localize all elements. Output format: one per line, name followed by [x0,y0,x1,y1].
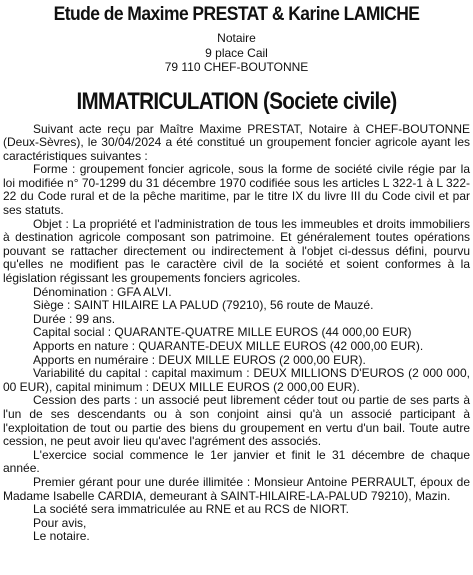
paragraph-immatriculation: La société sera immatriculée au RNE et au RCS de NIORT. [33,502,349,517]
paragraph-gerant: Premier gérant pour une durée illimitée : Monsieur Antoine PERRAULT, époux de Madame Isabelle CARDIA, demeurant à SAINT-HILAIRE-LA-PALUD 79210), Mazin. [3,474,470,503]
paragraph-cession: Cession des parts : un associé peut librement céder tout ou partie de ses parts à l'un de ses descendants ou à son conjoint ainsi qu'à un associé participant à l'exploitation de tout ou partie des biens du groupement en vertu d'un bail. Toute autre cession, ne peut avoir lieu qu'avec l'agrément des associés. [3,393,470,449]
paragraph-apports-numeraire: Apports en numéraire : DEUX MILLE EUROS (2 000,00 EUR). [33,352,366,367]
paragraph-pour-avis: Pour avis, [33,515,87,530]
office-street: 9 place Cail [205,45,268,60]
paragraph-exercice: L'exercice social commence le 1er janvier et finit le 31 décembre de chaque année. [3,447,470,476]
paragraph-signature: Le notaire. [33,529,90,544]
paragraph-capital-social: Capital social : QUARANTE-QUATRE MILLE EUROS (44 000,00 EUR) [33,325,412,340]
notice-body [3,123,470,544]
paragraph-denomination: Dénomination : GFA ALVI. [33,284,172,299]
paragraph-apports-nature: Apports en nature : QUARANTE-DEUX MILLE EUROS (42 000,00 EUR). [33,339,424,353]
paragraph-variabilite: Variabilité du capital : capital maximum : DEUX MILLIONS D'EUROS (2 000 000, 00 EUR), capital minimum : DEUX MILLE EUROS (2 000,00 EUR). [3,366,470,394]
office-city: 79 110 CHEF-BOUTONNE [164,60,309,74]
office-role: Notaire [217,31,256,45]
paragraph-objet: Objet : La propriété et l'administration de tous les immeubles et droits immobiliers à destination agricole composant son patrimoine. Et généralement toutes opérations pouvant se rattacher directement ou indirectement à l'objet ci-dessus défini, pourvu qu'elles ne modifient pas le caractère civil de la société et soient conformes à la législation régissant les groupements fonciers agricoles. [3,216,470,286]
paragraph-siege: Siège : SAINT HILAIRE LA PALUD (79210), 56 route de Mauzé. [33,298,374,313]
paragraph-forme: Forme : groupement foncier agricole, sous la forme de société civile régie par la loi modifiée n° 70-1299 du 31 décembre 1970 codifiée sous les articles L 322-1 à L 322-22 du Code rural et de la pêche maritime, par le titre IX du livre III du Code civil et par ses statuts. [3,162,470,218]
office-address [3,31,470,75]
paragraph-intro: Suivant acte reçu par Maître Maxime PRESTAT, Notaire à CHEF-BOUTONNE (Deux-Sèvres), le 30/04/2024 a été constitué un groupement foncier agricole ayant les caractéristiques suivantes : [3,121,470,163]
paragraph-duree: Durée : 99 ans. [33,311,116,326]
office-name: Etude de Maxime PRESTAT & Karine LAMICHE [53,4,420,25]
notice-title: IMMATRICULATION (Societe civile) [76,87,397,115]
